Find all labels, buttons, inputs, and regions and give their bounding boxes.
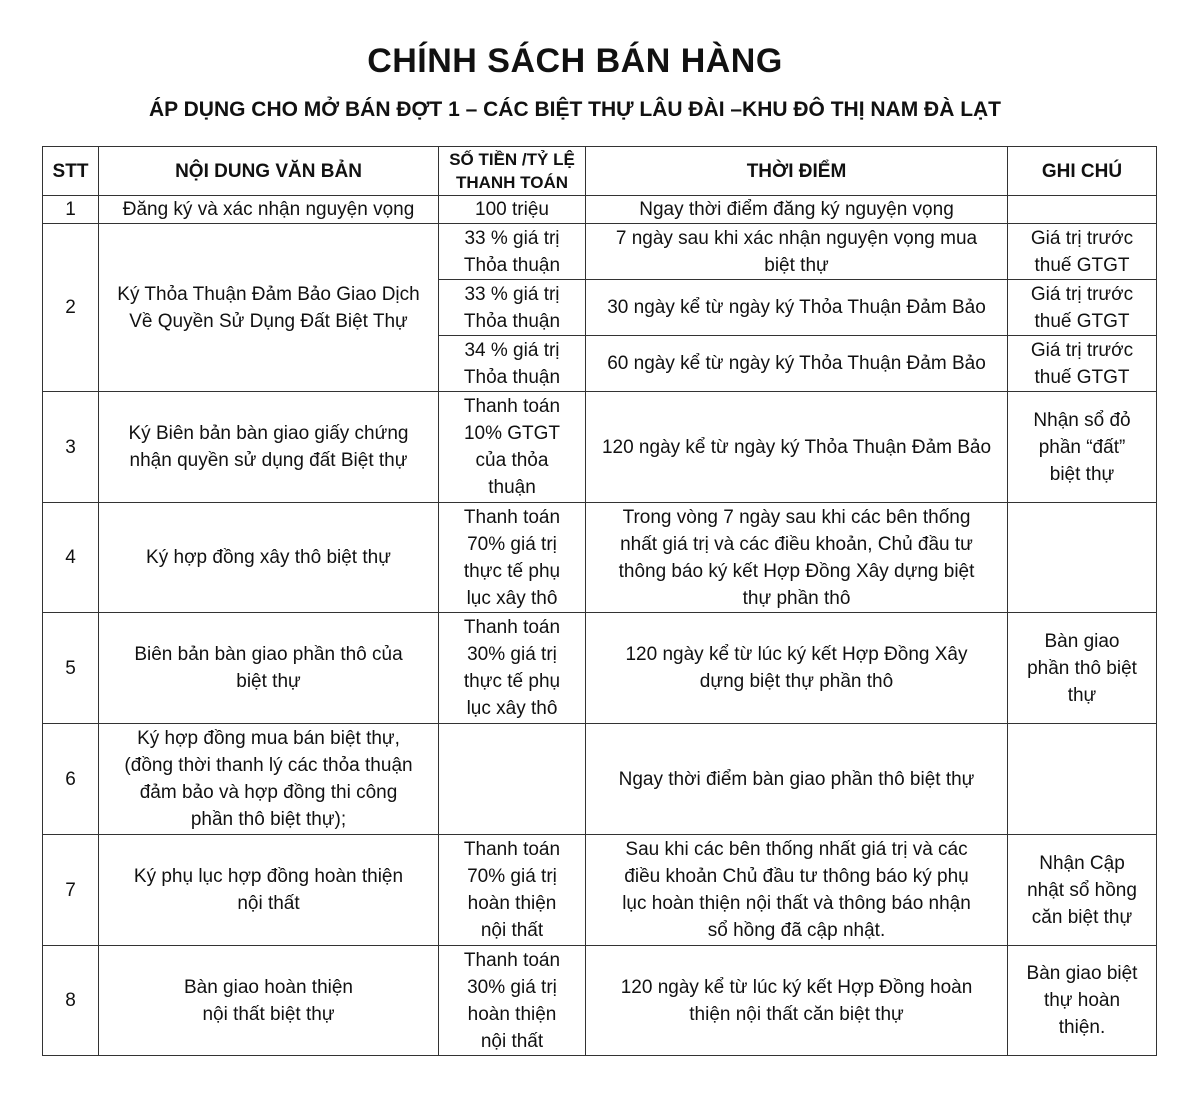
- page-subtitle: ÁP DỤNG CHO MỞ BÁN ĐỢT 1 – CÁC BIỆT THỰ LÂU ĐÀI –KHU ĐÔ THỊ NAM ĐÀ LẠT: [148, 98, 1002, 121]
- header-time: THỜI ĐIỂM: [586, 147, 1008, 196]
- row-note: [1008, 503, 1157, 613]
- row-content: Bàn giao hoàn thiện nội thất biệt thự: [99, 946, 439, 1056]
- row-stt: 6: [43, 724, 99, 835]
- row-amount: 34 % giá trị Thỏa thuận: [439, 336, 586, 392]
- table-row: [43, 613, 1157, 724]
- row-amount: 33 % giá trị Thỏa thuận: [439, 280, 586, 336]
- row-content: Ký hợp đồng xây thô biệt thự: [99, 503, 439, 613]
- table-row: [43, 224, 1157, 280]
- row-note: Giá trị trước thuế GTGT: [1008, 280, 1157, 336]
- row-note: [1008, 724, 1157, 835]
- row-stt: 4: [43, 503, 99, 613]
- row-amount: [439, 724, 586, 835]
- row-amount: 33 % giá trị Thỏa thuận: [439, 224, 586, 280]
- row-time: 120 ngày kể từ lúc ký kết Hợp Đồng hoàn thiện nội thất căn biệt thự: [586, 946, 1008, 1056]
- row-amount: Thanh toán 30% giá trị thực tế phụ lục xây thô: [439, 613, 586, 724]
- row-time: Trong vòng 7 ngày sau khi các bên thống nhất giá trị và các điều khoản, Chủ đầu tư thông báo ký kết Hợp Đồng Xây dựng biệt thự phần thô: [586, 503, 1008, 613]
- row-time: Ngay thời điểm bàn giao phần thô biệt thự: [586, 724, 1008, 835]
- row-stt: 7: [43, 835, 99, 946]
- row-note: Giá trị trước thuế GTGT: [1008, 336, 1157, 392]
- row-content: Đăng ký và xác nhận nguyện vọng: [99, 196, 439, 224]
- row-note: [1008, 196, 1157, 224]
- table-row: [43, 392, 1157, 503]
- row-amount: 100 triệu: [439, 196, 586, 224]
- row-time: 30 ngày kể từ ngày ký Thỏa Thuận Đảm Bảo: [586, 280, 1008, 336]
- row-stt: 3: [43, 392, 99, 503]
- row-amount: Thanh toán 70% giá trị hoàn thiện nội thất: [439, 835, 586, 946]
- row-content: Ký hợp đồng mua bán biệt thự, (đồng thời thanh lý các thỏa thuận đảm bảo và hợp đồng thi công phần thô biệt thự);: [99, 724, 439, 835]
- header-amount-line1: SỐ TIỀN /TỶ LỆ: [449, 150, 575, 169]
- table-header-row: [43, 147, 1157, 196]
- row-content: Ký Biên bản bàn giao giấy chứng nhận quyền sử dụng đất Biệt thự: [99, 392, 439, 503]
- sales-policy-table: [42, 146, 1157, 1056]
- row-amount: Thanh toán 70% giá trị thực tế phụ lục xây thô: [439, 503, 586, 613]
- row-time: 60 ngày kể từ ngày ký Thỏa Thuận Đảm Bảo: [586, 336, 1008, 392]
- header-stt: STT: [43, 147, 99, 196]
- row-time: Sau khi các bên thống nhất giá trị và các điều khoản Chủ đầu tư thông báo ký phụ lục hoàn thiện nội thất và thông báo nhận sổ hồng đã cập nhật.: [586, 835, 1008, 946]
- row-content: Biên bản bàn giao phần thô của biệt thự: [99, 613, 439, 724]
- table-row: [43, 196, 1157, 224]
- row-stt: 5: [43, 613, 99, 724]
- row-time: Ngay thời điểm đăng ký nguyện vọng: [586, 196, 1008, 224]
- row-amount: Thanh toán 10% GTGT của thỏa thuận: [439, 392, 586, 503]
- row-note: Bàn giao phần thô biệt thự: [1008, 613, 1157, 724]
- row-stt: 8: [43, 946, 99, 1056]
- table-row: [43, 946, 1157, 1056]
- row-note: Giá trị trước thuế GTGT: [1008, 224, 1157, 280]
- table-row: [43, 724, 1157, 835]
- row-amount: Thanh toán 30% giá trị hoàn thiện nội thất: [439, 946, 586, 1056]
- row-note: Nhận Cập nhật sổ hồng căn biệt thự: [1008, 835, 1157, 946]
- table-row: [43, 835, 1157, 946]
- row-note: Bàn giao biệt thự hoàn thiện.: [1008, 946, 1157, 1056]
- header-content: NỘI DUNG VĂN BẢN: [99, 147, 439, 196]
- row-note: Nhận sổ đỏ phần “đất” biệt thự: [1008, 392, 1157, 503]
- header-amount-line2: THANH TOÁN: [455, 173, 569, 192]
- row-stt: 1: [43, 196, 99, 224]
- row-content: Ký Thỏa Thuận Đảm Bảo Giao Dịch Về Quyền Sử Dụng Đất Biệt Thự: [99, 224, 439, 392]
- row-time: 120 ngày kể từ ngày ký Thỏa Thuận Đảm Bảo: [586, 392, 1008, 503]
- row-time: 120 ngày kể từ lúc ký kết Hợp Đồng Xây dựng biệt thự phần thô: [586, 613, 1008, 724]
- row-stt: 2: [43, 224, 99, 392]
- row-content: Ký phụ lục hợp đồng hoàn thiện nội thất: [99, 835, 439, 946]
- page-title: CHÍNH SÁCH BÁN HÀNG: [367, 42, 783, 80]
- header-note: GHI CHÚ: [1008, 147, 1157, 196]
- table-row: [43, 503, 1157, 613]
- row-time: 7 ngày sau khi xác nhận nguyện vọng mua biệt thự: [586, 224, 1008, 280]
- header-amount: [439, 147, 586, 196]
